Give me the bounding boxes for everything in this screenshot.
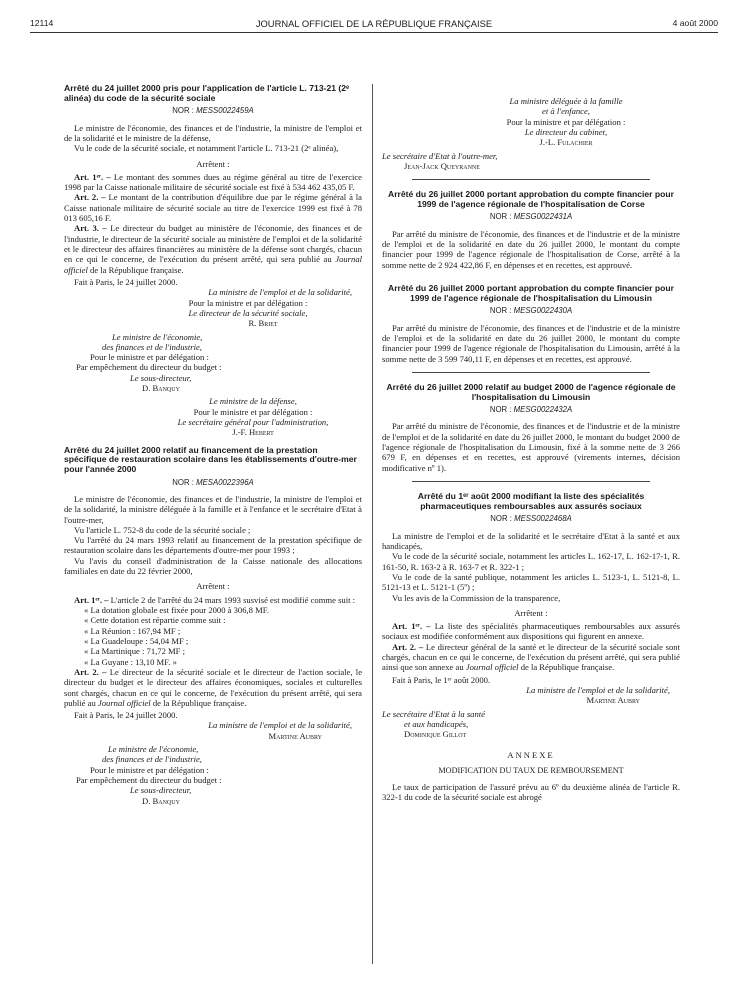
- visa: Vu le code de la sécurité sociale, et notamment l'article L. 713-21 (2ᵉ alinéa),: [74, 143, 339, 154]
- decree-3: [382, 190, 680, 270]
- annexe-title: MODIFICATION DU TAUX DE REMBOURSEMENT: [438, 765, 624, 775]
- date-line: Fait à Paris, le 24 juillet 2000.: [74, 276, 178, 287]
- decree-body: Par arrêté du ministre de l'économie, des finances et de l'industrie et de la ministre de l'emploi et de la solidarité en date du 26 juillet 2000, le montant du compte financier pour 1999 de l'agence régionale de l'hospitalisation de Corse, arrêté à la somme nette de 2 924 422,86 F, en dépenses et en recettes, est approuvé.: [382, 228, 680, 270]
- decree-6: [382, 492, 680, 802]
- article-1: Art. 1ᵉʳ. – Le montant des sommes dues au régime général au titre de l'exercice 1998 par la Caisse nationale militaire de sécurité sociale est fixé à 534 462 435,05 F.: [64, 171, 362, 193]
- article-3: Art. 3. – Le directeur du budget au ministère de l'économie, des finances et de l'industrie, le directeur de la sécurité sociale au ministère de l'emploi et de la solidarité et le directeur des affaires financières au ministère de la défense sont chargés, chacun en ce qui le concerne, de l'exécution du présent arrêté, qui sera publié au Journal officiel de la République française.: [64, 223, 362, 275]
- decree-title: Arrêté du 24 juillet 2000 pris pour l'application de l'article L. 713-21 (2ᵉ alinéa) du code de la sécurité sociale: [64, 83, 350, 103]
- allocation-list: « La dotation globale est fixée pour 2000 à 306,8 MF. « Cette dotation est répartie comme suit : « La Réunion : 167,94 MF ; « La Guadeloupe : 54,04 MF ; « La Martinique : 71,72 MF ; « La Guyane : 13,10 MF. »: [84, 605, 269, 667]
- preamble: La ministre de l'emploi et de la solidarité et le secrétaire d'Etat à la santé et aux handicapés,: [382, 530, 680, 551]
- visa: Vu l'article L. 752-8 du code de la sécurité sociale ;: [74, 524, 251, 535]
- separator: [412, 481, 650, 482]
- visa: Vu le code de la sécurité sociale, notamment les articles L. 162-17, L. 162-17-1, R. 161-50, R. 163-2 à R. 163-7 et R. 322-1 ;: [382, 551, 680, 572]
- preamble: Le ministre de l'économie, des finances et de l'industrie, la ministre de l'emploi et de la solidarité, la ministre déléguée à la famille et à l'enfance et le secrétaire d'Etat à l'outre-mer,: [64, 493, 362, 525]
- decree-4: [382, 284, 680, 364]
- signatures: La ministre de l'emploi et de la solidarité, Martine Aubry Le ministre de l'économie, des finances et de l'industrie, Pour le ministre et par délégation : Par empêchement du directeur du budget : Le sous-directeur, D. Banquy: [76, 720, 352, 806]
- visa: Vu le code de la santé publique, notamment les articles L. 5123-1, L. 5121-8, L. 5121-13 et L. 5121-1 (5º) ;: [382, 571, 680, 593]
- nor-reference: NOR : MESG0022432A: [489, 405, 573, 415]
- decree-body: Par arrêté du ministre de l'économie, des finances et de l'industrie et de la ministre de l'emploi et de la solidarité en date du 26 juillet 2000, le montant du budget 2000 de l'agence régionale de l'hospitalisation du Limousin, fixé à la somme nette de 3 266 679 F, en dépenses et en recettes, est approuvé (virements internes, décision modificative nº 1).: [382, 421, 680, 473]
- nor-reference: NOR : MESG0022431A: [489, 212, 573, 222]
- column-divider: [372, 84, 373, 964]
- nor-reference: NOR : MESA0022396A: [172, 477, 254, 487]
- separator: [412, 372, 650, 373]
- journal-title: JOURNAL OFFICIEL DE LA RÉPUBLIQUE FRANÇAISE: [255, 18, 493, 29]
- continued-signatures: La ministre déléguée à la famille et à l'enfance, Pour la ministre et par délégation : Le directeur du cabinet, J.-L. Fulachier Le secrétaire d'Etat à l'outre-mer, Jean-Jack Queyranne: [382, 96, 626, 171]
- decree-5: [382, 383, 680, 473]
- nor-reference: NOR : MESG0022430A: [489, 306, 573, 316]
- annexe-heading: ANNEXE: [507, 749, 555, 760]
- arretent: Arrêtent :: [196, 158, 230, 169]
- decree-body: Par arrêté du ministre de l'économie, des finances et de l'industrie et de la ministre de l'emploi et de la solidarité en date du 26 juillet 2000, le montant du compte financier pour 1999 de l'agence régionale de l'hospitalisation du Limousin, arrêté à la somme nette de 3 599 740,11 F, en dépenses et en recettes, est approuvé.: [382, 322, 680, 364]
- date-line: Fait à Paris, le 24 juillet 2000.: [74, 710, 178, 721]
- article-2: Art. 2. – Le directeur de la sécurité sociale et le directeur de l'action sociale, le directeur du budget et le directeur des affaires économiques, sociales et culturelles sont chargés, chacun en ce qui le concerne, de l'exécution du présent arrêté, qui sera publié au Journal officiel de la République française.: [64, 666, 363, 708]
- signatures: La ministre de l'emploi et de la solidarité, Martine Aubry Le secrétaire d'Etat à la santé et aux handicapés, Dominique Gillot: [382, 685, 670, 740]
- decree-title: Arrêté du 24 juillet 2000 relatif au financement de la prestation spécifique de restauration scolaire dans les établissements d'outre-mer pour l'année 2000: [64, 444, 357, 474]
- separator: [412, 179, 650, 180]
- nor-reference: NOR : MESS0022459A: [172, 106, 254, 116]
- visa: Vu l'arrêté du 24 mars 1993 relatif au financement de la prestation spécifique de restauration scolaire dans les départements d'outre-mer pour 1993 ;: [64, 535, 362, 556]
- left-column: [64, 84, 362, 814]
- decree-title: Arrêté du 1ᵉʳ août 2000 modifiant la liste des spécialités pharmaceutiques remboursables aux assurés sociaux: [417, 491, 645, 511]
- signatures: La ministre de l'emploi et de la solidarité, Pour la ministre et par délégation : Le directeur de la sécurité sociale, R. Briet Le ministre de l'économie, des finances et de l'industrie, Pour le ministre et par délégation : Par empêchement du directeur du budget : Le sous-directeur, D. Banquy Le ministre de la défense, Pour le ministre et par délégation : Le secrétaire général pour l'administration, J.-F. Hebert: [76, 287, 352, 438]
- article-1: Art. 1ᵉʳ. – La liste des spécialités pharmaceutiques remboursables aux assurés sociaux est modifiée conformément aux dispositions qui figurent en annexe.: [382, 621, 681, 642]
- issue-date: 4 août 2000: [672, 18, 718, 28]
- visa: Vu les avis de la Commission de la transparence,: [392, 592, 561, 603]
- page-header: [30, 18, 718, 32]
- nor-reference: NOR : MESS0022468A: [490, 514, 572, 524]
- arretent: Arrêtent :: [196, 581, 230, 592]
- article-2: Art. 2. – Le montant de la contribution d'équilibre due par le régime général à la Caisse nationale militaire de sécurité sociale au titre de l'exercice 1999 est fixé à 78 013 605,16 F.: [64, 192, 362, 224]
- decree-2: [64, 446, 362, 806]
- right-column: [382, 96, 680, 810]
- arretent: Arrêtent :: [514, 607, 548, 618]
- annexe-body: Le taux de participation de l'assuré prévu au 6º du deuxième alinéa de l'article R. 322-1 du code de la sécurité sociale est abrogé: [382, 781, 680, 803]
- page-number: 12114: [30, 18, 54, 28]
- decree-title: Arrêté du 26 juillet 2000 portant approbation du compte financier pour 1999 de l'agence régionale de l'hospitalisation de Corse: [387, 189, 675, 209]
- article-1: Art. 1ᵉʳ. – L'article 2 de l'arrêté du 24 mars 1993 susvisé est modifié comme suit :: [74, 594, 356, 605]
- date-line: Fait à Paris, le 1ᵉʳ août 2000.: [392, 674, 491, 685]
- header-rule: [30, 32, 718, 33]
- decree-title: Arrêté du 26 juillet 2000 relatif au budget 2000 de l'agence régionale de l'hospitalisation du Limousin: [386, 381, 676, 402]
- decree-title: Arrêté du 26 juillet 2000 portant approbation du compte financier pour 1999 de l'agence régionale de l'hospitalisation du Limousin: [387, 283, 675, 303]
- visa: Vu l'avis du conseil d'administration de la Caisse nationale des allocations familiales en date du 22 février 2000,: [64, 555, 362, 577]
- preamble: Le ministre de l'économie, des finances et de l'industrie, la ministre de l'emploi et de la solidarité et le ministre de la défense,: [64, 122, 362, 143]
- decree-1: [64, 84, 362, 438]
- article-2: Art. 2. – Le directeur général de la santé et le directeur de la sécurité sociale sont chargés, chacun en ce qui le concerne, de l'exécution du présent arrêté, qui sera publié ainsi que son annexe au Journal officiel de la République française.: [382, 641, 680, 673]
